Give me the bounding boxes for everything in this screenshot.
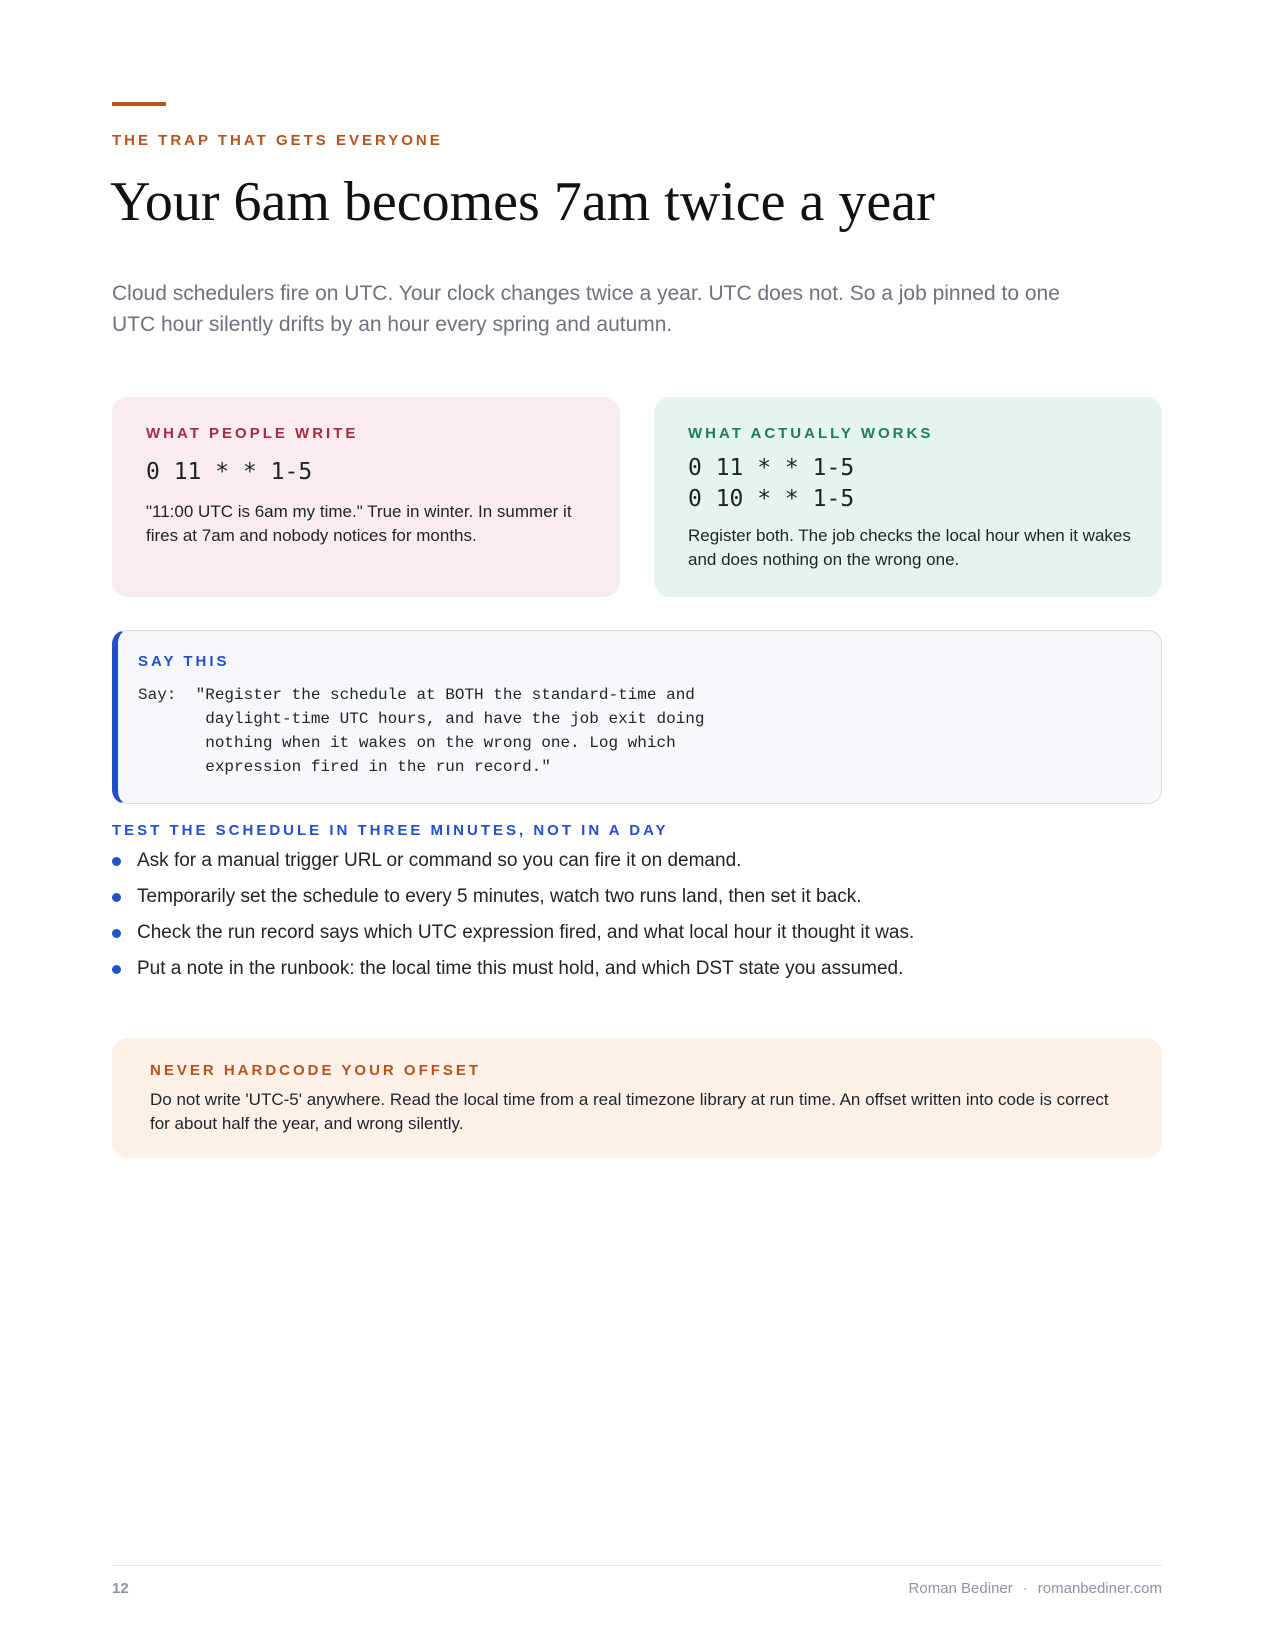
footer-credits xyxy=(909,1580,1162,1597)
card-label: WHAT ACTUALLY WORKS xyxy=(688,425,934,442)
list-item-text: Ask for a manual trigger URL or command so you can fire it on demand. xyxy=(137,850,742,871)
eyebrow-label: THE TRAP THAT GETS EVERYONE xyxy=(112,132,443,149)
cron-expression-daylight: 0 10 * * 1-5 xyxy=(688,486,855,512)
bullet-dot-icon xyxy=(112,965,121,974)
list-item-text: Check the run record says which UTC expression fired, and what local hour it thought it was. xyxy=(137,922,915,943)
bullet-dot-icon xyxy=(112,857,121,866)
what-people-write-card xyxy=(112,397,620,597)
say-this-script: Say: "Register the schedule at BOTH the standard-time and daylight-time UTC hours, and have the job exit doing nothing when it wakes on the wrong one. Log which expression fired in the run record." xyxy=(138,686,705,776)
list-item xyxy=(112,954,914,990)
page-title: Your 6am becomes 7am twice a year xyxy=(110,171,935,233)
cron-expression-standard: 0 11 * * 1-5 xyxy=(688,455,855,481)
bullet-dot-icon xyxy=(112,893,121,902)
warning-label: NEVER HARDCODE YOUR OFFSET xyxy=(150,1062,482,1079)
list-item-text: Temporarily set the schedule to every 5 minutes, watch two runs land, then set it back. xyxy=(137,886,862,907)
card-description: Register both. The job checks the local hour when it wakes and does nothing on the wrong one. xyxy=(688,526,1131,569)
card-label: WHAT PEOPLE WRITE xyxy=(146,425,359,442)
test-section-heading: TEST THE SCHEDULE IN THREE MINUTES, NOT IN A DAY xyxy=(112,822,669,839)
never-hardcode-callout xyxy=(112,1038,1162,1158)
warning-text: Do not write 'UTC-5' anywhere. Read the local time from a real timezone library at run time. An offset written into code is correct for about half the year, and wrong silently. xyxy=(150,1090,1109,1133)
list-item xyxy=(112,846,914,882)
accent-rule xyxy=(112,102,166,106)
say-this-callout xyxy=(112,630,1162,804)
card-description: "11:00 UTC is 6am my time." True in winter. In summer it fires at 7am and nobody notices for months. xyxy=(146,502,572,545)
test-checklist xyxy=(112,846,914,990)
what-actually-works-card xyxy=(654,397,1162,597)
lede-paragraph: Cloud schedulers fire on UTC. Your clock changes twice a year. UTC does not. So a job pinned to one UTC hour silently drifts by an hour every spring and autumn. xyxy=(112,282,1060,336)
list-item xyxy=(112,882,914,918)
list-item-text: Put a note in the runbook: the local time this must hold, and which DST state you assumed. xyxy=(137,958,904,979)
footer-author: Roman Bediner xyxy=(908,1580,1013,1597)
bullet-dot-icon xyxy=(112,929,121,938)
cron-expression: 0 11 * * 1-5 xyxy=(146,459,313,485)
page-number: 12 xyxy=(112,1580,129,1597)
say-this-label: SAY THIS xyxy=(138,653,230,670)
list-item xyxy=(112,918,914,954)
footer-divider xyxy=(112,1565,1162,1566)
footer-site-link: romanbediner.com xyxy=(1037,1580,1162,1597)
footer-separator: · xyxy=(1022,1580,1028,1597)
